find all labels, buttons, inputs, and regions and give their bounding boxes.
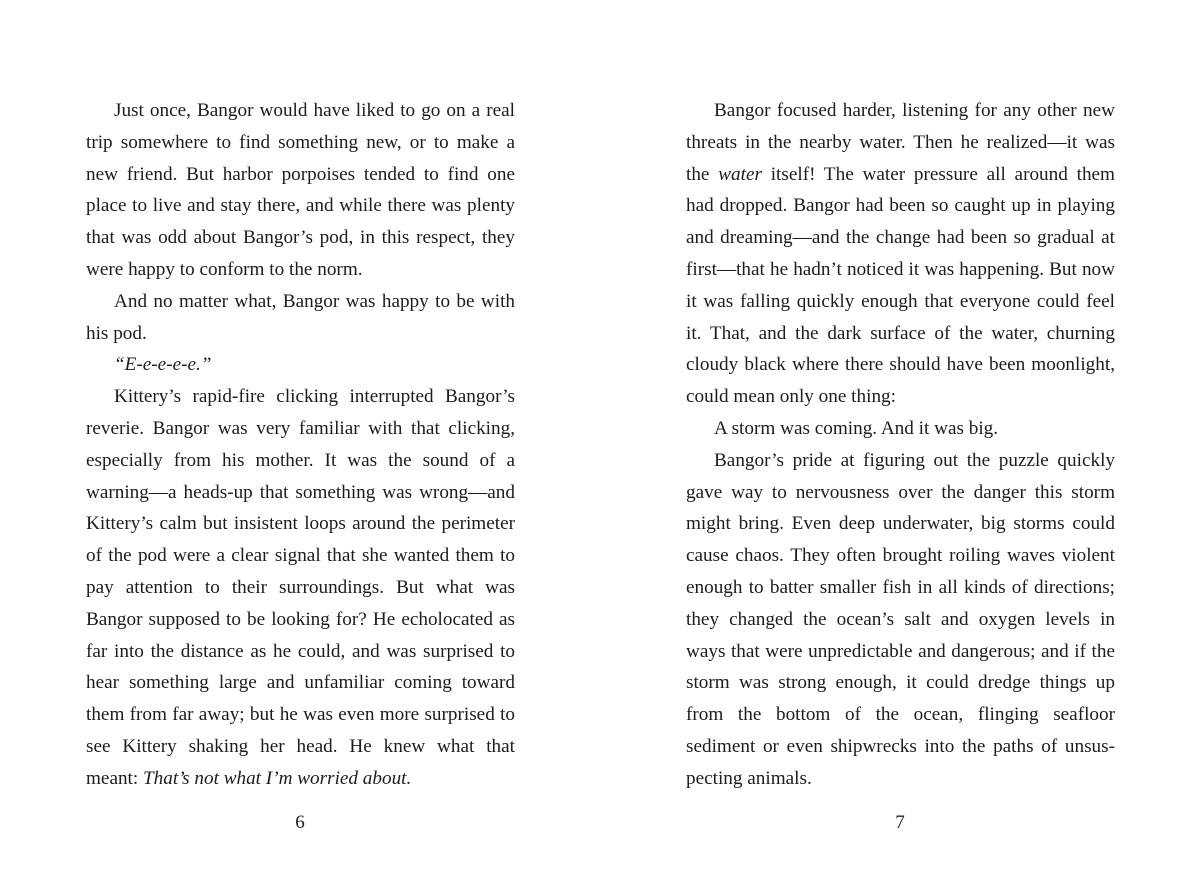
paragraph-text: Bangor focused harder, listening for any other new threats in the nearby water. Then he realized—it was the xyxy=(686,100,1115,185)
paragraph: Just once, Bangor would have liked to go on a real trip somewhere to find something new, or to make a new friend. But harbor porpoises tended to find one place to live and stay there, and while there was plenty that was odd about Bangor’s pod, in this respect, they were happy to conform to the norm. xyxy=(86,100,515,280)
right-page-body xyxy=(686,95,1115,795)
page-number-right: 7 xyxy=(895,812,905,833)
paragraph-italic-text: That’s not what I’m worried about. xyxy=(143,767,412,789)
paragraph xyxy=(686,95,1115,413)
left-page xyxy=(86,95,515,795)
paragraph-text: Kittery’s rapid-fire clicking interrupted Bangor’s reverie. Bangor was very familiar with that clicking, especially from his mother. It was the sound of a warning—a heads-up that something was wrong—and Kittery’s calm but insistent loops around the perimeter of the pod were a clear signal that she wanted them to pay attention to their surroundings. But what was Bangor supposed to be looking for? He echolocated as far into the distance as he could, and was surprised to hear something large and unfamiliar coming toward them from far away; but he was even more surprised to see Kittery shaking her head. He knew what that meant: xyxy=(86,386,515,789)
page-number-left: 6 xyxy=(295,812,305,833)
paragraph: Bangor’s pride at figuring out the puzzle quickly gave way to nervousness over the danger this storm might bring. Even deep underwater, big storms could cause chaos. They often brought roiling waves violent enough to batter smaller fish in all kinds of directions; they changed the ocean’s salt and oxygen levels in ways that were unpredictable and dangerous; and if the storm was strong enough, it could dredge things up from the bottom of the ocean, flinging seafloor sediment or even shipwrecks into the paths of unsuspecting animals. xyxy=(686,449,1115,789)
paragraph xyxy=(86,381,515,794)
paragraph-dialogue: “E-e-e-e-e.” xyxy=(114,354,212,376)
left-page-body xyxy=(86,95,515,795)
paragraph-italic-text: water xyxy=(718,163,762,185)
paragraph: And no matter what, Bangor was happy to be with his pod. xyxy=(86,290,515,344)
paragraph: A storm was coming. And it was big. xyxy=(714,417,999,439)
paragraph-text: itself! The water pressure all around them had dropped. Bangor had been so caught up in playing and dreaming—and the change had been so gradual at first—that he hadn’t noticed it was happening. But now it was falling quickly enough that everyone could feel it. That, and the dark surface of the water, churning cloudy black where there should have been moonlight, could mean only one thing: xyxy=(686,163,1115,408)
right-page xyxy=(686,95,1115,795)
